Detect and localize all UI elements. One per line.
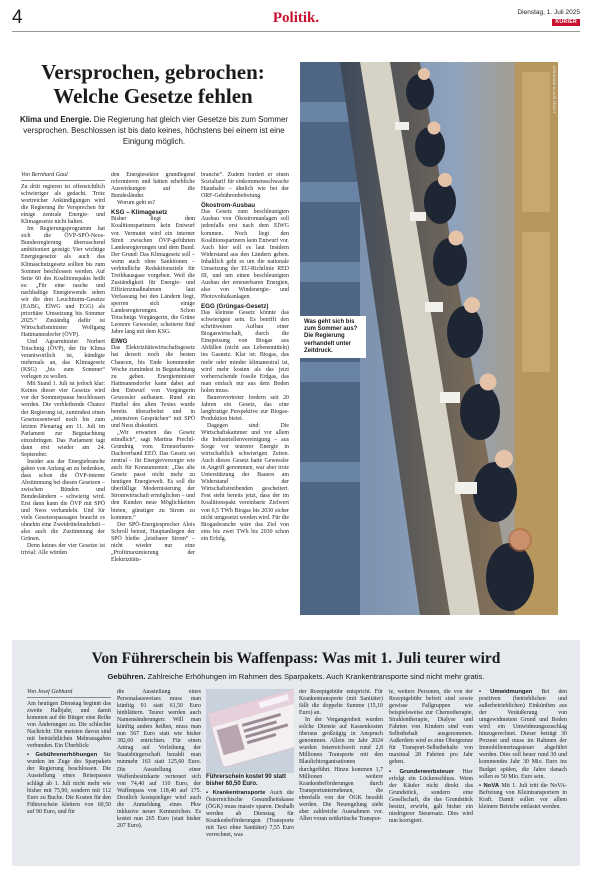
paragraph: den Energiesektor grundlegend reformieren und hätten erhebliche Auswirkungen auf die Bundesländer. (111, 172, 195, 200)
paragraph: der Rezeptgebühr entspricht. Für Krankentransporte (mit Sanitäter) fällt die doppelte Summe (15,10 Euro) an. (299, 689, 383, 717)
header-rule (12, 31, 580, 32)
paragraph: Bisher liegt dem Koalitionspartnern kein Entwurf vor. Vermutet wird ein interner Streit zwischen ÖVP-geführten Landesregierungen und dem Bund. Der Grund: Das Klimagesetz soll – wenn auch ohne Sanktionen – verbindliche Reduktionsziele für Treibhausgase vorgeben. Weil die Zuständigkeit für Energie- und Effizienzmaßnahmen laut Verfassung bei den Ländern liegt, sperren sich einige Landesregierungen. Schon Totschnigs Vorgängerin, die Grüne Leonore Gewessler, scheiterte fünf Jahre lang mit dem KSG. (111, 216, 195, 336)
photo-credit: APA/HANS KLAUS TECHT (552, 66, 556, 114)
paragraph (389, 769, 473, 825)
paragraph: branche“. Zudem fordert er einen Sozialtarif für einkommensschwache Haushalte – ähnlich wie bei der ORF-Gebührenbefreiung. (201, 172, 289, 200)
bullet-label: • Gebührenerhöhungen (27, 752, 98, 759)
licence-photo-caption (206, 774, 294, 788)
page-number: 4 (12, 7, 23, 28)
paragraph: Mit Stand 1. Juli ist jedoch klar: Keines dieser vier Gesetze wird vor der Sommerpause beschlossen werden. Die verbleibende Chance der Regierung ist, zumindest einen Gesetzesentwurf noch bis zum letzten Plenartag am 11. Juli im Parlament zur Begutachtung einzubringen. Das Parlament tagt dann erst wieder am 24. September. (21, 381, 105, 458)
paragraph: Worum geht es? (117, 200, 156, 207)
paragraph (479, 689, 567, 781)
paragraph: In der Vergangenheit wurden solche Dienste auf Kassenkosten überaus großzügig in Anspruch genommen. Allein im Jahr 2024 wurden österreichweit rund 2,8 Millionen Transporte mit den Blaulichtorganisationen durchgeführt. Hinzu kommen 1,7 Millionen weitere Krankenbeförderungen durch Transportunternehmen, die ebenfalls von der ÖGK bezahlt werden. Die Neuregelung sieht aber zahlreiche Ausnahmen vor. Allen voran zeitkritische Transpor- (299, 717, 383, 822)
lead-kicker: Klima und Energie. (20, 115, 92, 124)
headline-line-2: Welche Gesetze fehlen (53, 84, 253, 108)
paragraph (479, 783, 567, 811)
paragraph: Das Elektrizitätswirtschaftsgesetz hat derzeit noch die besten Chancen, bis Ende kommender Woche zumindest in Begutachtung zu gehen. Energieminister Hattmannsdorfer kann dabei auf den Entwurf von Vorgängerin Gewessler aufbauen. Rund ein Fünftel des alten Textes wurde bereits überarbeitet und in „intensiven Gesprächen“ mit SPÖ und Neos diskutiert. (111, 345, 195, 429)
article2-column-6 (479, 689, 567, 865)
article2-byline: Von Josef Gebhard (27, 689, 111, 698)
article-headline (12, 60, 294, 108)
paragraph: Das Gesetz zum beschleunigten Ausbau von Ökostromanlagen soll jedenfalls erst nach dem ElWG kommen. Noch liegt den Koalitionspartnern kein Entwurf vor. Auch hier soll es laut Insidern Widerstand aus den Ländern geben. Inhaltlich geht es um die nationale Umsetzung der EU-Richtlinie RED III, und um einen beschleunigten Ausbau der erneuerbaren Energien, also von Windenergie- und Photovoltaikanlagen. (201, 209, 289, 300)
paragraph: Der SPÖ-Energiesprecher Alois Schroll betont, Hauptanliegen der SPÖ bleibe „leistbarer Strom“ – nicht wieder nur eine „Profitmaximierung der Elektrizitäts- (111, 521, 195, 563)
article2-headline: Von Führerschein bis Waffenpass: Was mit 1. Juli teurer wird (91, 650, 501, 667)
bullet-label: • Umwidmungen (479, 689, 533, 695)
bullet-label: • Krankentransporte (206, 790, 266, 796)
bullet-label: • Grunderwerbsteuer (389, 768, 455, 775)
article1-column-1 (21, 172, 105, 624)
paragraph: Das kleinste Gesetz könnte das schwierigste sein. Es betrifft den schrittweisen Aufbau einer Biogaswirtschaft, durch die Einspeisung von Biogas aus Abfällen (nicht aus Lebensmitteln) ins Gasnetz. Klar ist: Biogas, das mehr oder minder klimaneutral ist, wird mehr kosten als das jetzt vorherrschende fossile Erdgas, das man einfach nur aus dem Boden holen muss. (201, 310, 289, 394)
paragraph: „Wir erwarten das Gesetz stündlich“, sagt Martina Prechtl-Grundnig vom Erneuerbaren-Dachverband EEÖ. Das Gesetz sei zentral – für Energieversorger wie auch für Konsumenten: „Das alte Gesetz passt nicht mehr zu heutigen Energiewelt. Es soll die überfällige Modernisierung der Stromwirtschaft ermöglichen – und den Kunden neue Möglichkeiten bieten, günstiger zu Strom zu kommen.“ (111, 430, 195, 521)
article2-column-1 (27, 689, 111, 865)
photo-caption (300, 316, 366, 358)
bullet-text: Sie wurden im Zuge des Sparpakets der Regierung beschlossen. Die Ausstellung eines Reisepasses schlägt ab 1. Juli nicht mehr wie bisher mit 75,90, sondern mit 112 Euro zu Buche. Die Kosten für den Führerschein klettern von 60,50 auf 90 Euro, und für (27, 752, 111, 815)
article2-lead-kicker: Gebühren. (107, 672, 146, 681)
licence-caption-text: Führerschein kostet 90 statt bisher 60,50 Euro. (206, 774, 287, 788)
paragraph: Am heutigen Dienstag beginnt das zweite Halbjahr, und damit kommen auf die Bürger eine Reihe von Änderungen zu. Die schlechte Nachricht: Die meisten davon sind mit beträchtlichen Mehrausgaben verbunden. Ein Überblick: (27, 701, 111, 750)
article2-lead-text: Zahlreiche Erhöhungen im Rahmen des Sparpakets. Auch Krankentransporte sind nicht mehr gratis. (147, 672, 485, 681)
issue-date: Dienstag, 1. Juli 2025 (517, 9, 580, 16)
bullet-text: Hier erfolgt ein Lückenschluss. Wenn der Käufer nicht direkt das Grundstück, sondern eine Gesellschaft, die das Grundstück besitzt, erwirbt, galt bisher ein niedrigerer Steuersatz. Dies wird nun korrigiert. (389, 768, 473, 824)
paragraph: Und Agrarminister Norbert Totschnig (ÖVP), der für Klima verantwortlich ist, kündigte mehrmals an, das Klimagesetz (KSG) „bis zum Sommer“ vorlegen zu wollen. (21, 339, 105, 381)
bullet-text: Auch die Österreichische Gesundheitskasse (ÖGK) muss massiv sparen. Deshalb werden ab Dienstag für Krankenbeförderungen (Transporte mit Taxi ohne Sanitäter) 7,55 Euro verrechnet, was (206, 790, 294, 839)
paragraph: Bauernvertreter fordern seit 20 Jahren ein Gesetz, das eine langfristige Perspektive zur Biogas-Produktion bietet. (201, 394, 289, 422)
paragraph (27, 752, 111, 815)
brand-logo: KURIER (552, 19, 580, 26)
article-lead (20, 114, 288, 147)
article2-lead (12, 672, 580, 682)
bullet-text: Mit 1. Juli tritt die NoVA-Befreiung von Kleintransportern in Kraft. Damit sollen vor allem kleinere Betriebe entlastet werden. (479, 782, 567, 810)
photo-caption-text: Was geht sich bis zum Sommer aus? Die Regierung verhandelt unter Zeitdruck. (304, 319, 358, 354)
paragraph: Im Regierungsprogramm hat sich die ÖVP-SPÖ-Neos-Bundesregierung überraschend ambitioniert gezeigt: Vier wichtige Energiegesetze als auch das Klimaschutzgesetz sollten bis zum Sommer beschlossen werden. Auf Seite 60 des Koalitionspakts heißt es: „Für eine rasche und nachhaltige Energiewende sehen wir die drei Leuchtturm-Gesetze (EABG, ElWG und EGG) als prioritäre Umsetzung bis Sommer 2025.“ Zuständig dafür ist Wirtschaftsminister Wolfgang Hattmannsdorfer (ÖVP). (21, 226, 105, 338)
paragraph: Denn keines der vier Gesetze ist trivial: Alle würden (21, 543, 105, 557)
article2-column-3 (206, 790, 294, 865)
paragraph: Zu dritt regieren ist offensichtlich schwieriger als gedacht. Trotz wortreicher Ankündigungen wird die Regierung ihr Versprechen für einige zentrale Energie- und Klimagesetze nicht halten. (21, 184, 105, 226)
lead-text: Die Regierung hat gleich vier Gesetze bis zum Sommer versprochen. Beschlossen ist bis dato keines, höchstens bei einem ist eine Einigung möglich. (23, 115, 288, 146)
paragraph: Dagegen sind: Die Wirtschaftskammer und vor allem die Industriellenvereinigung – aus Sorge vor teurerer Energie in wirtschaftlich schwierigen Zeiten. Auch dieses Gesetz hatte Gewessler in Angriff genommen, war aber trotz Unterstützung der Bauern am Widerstand der Wirtschaftstreibenden gescheitert. Fest steht bereits jetzt, dass der im Koalitionspakt vereinbarte Zielwert von 6,5 TWh Biogas bis 2030 sicher nicht umgesetzt werden wird. Für die Biogasbranche wäre das Ziel von eins bis zwei TWh bis 2030 schon ein Erfolg. (201, 422, 289, 542)
section-title: Politik. (272, 10, 320, 26)
paragraph: te, weiters Personen, die von der Rezeptgebühr befreit sind sowie gewisse Fallgruppen wie beispielsweise zur Chemotherapie, Strahlentherapie, Dialyse und Fahrten von Kindern sind vom Selbstbehalt ausgenommen. Außerdem wird es eine Obergrenze für Transport-Selbstbehalte von maximal 28 Fahrten pro Jahr geben. (389, 689, 473, 766)
article1-column-3 (201, 172, 289, 624)
article2-column-5 (389, 689, 473, 865)
article2-column-4 (299, 689, 383, 865)
driving-licence-card-illustration (206, 689, 294, 773)
bullet-text: Bei den positiven (betrieblichen und außerbetrieblichen) Einkünften aus der Veräußerung von umgewidmetem Grund und Boden wird ein Umwidmungszuschlag hinzugerechnet. Dieser beträgt 30 Prozent und muss im Rahmen der Immobilienertragsteuer abgeführt werden. Dies soll heuer rund 30 und kommendes Jahr 30 Mio. Euro ins Budget spülen, die Jahre danach sollen es 50 Mio. Euro sein. (479, 689, 567, 780)
article2-column-2 (117, 689, 201, 865)
byline: Von Bernhard Gaul (21, 172, 105, 181)
subheading-egg: EGG (Grüngas-Gesetz) (201, 303, 269, 310)
subheading-oekostrom: Ökostrom-Ausbau (201, 202, 255, 210)
subheading-elwg: ElWG (111, 338, 128, 346)
bullet-label: • NoVA (479, 782, 500, 789)
headline-line-1: Versprochen, gebrochen: (41, 60, 265, 84)
article1-column-2 (111, 172, 195, 624)
paragraph (206, 790, 294, 839)
licence-photo (206, 689, 294, 773)
paragraph: Insider aus der Energiebranche gaben von Anfang an zu bedenken, dass schon die ÖVP-interne Abstimmung bei diesen Gesetzen – zwischen Bünden und Bundesländern – schwierig wird. Erst dann kann die ÖVP mit SPÖ und Neos verhandeln. Und für viele Gesetzespassagen braucht es ohnehin eine Zweidrittelmehrheit – also auch die Zustimmung der Grünen. (21, 458, 105, 543)
subheading-ksg: KSG – Klimagesetz (111, 209, 168, 217)
paragraph: die Ausstellung eines Personalausweises muss man künftig 91 statt 61,50 Euro hinblättern. Teurer werden auch Namensänderungen: Will man künftig anders heißen, muss man nun 567 Euro statt wie bisher 382,60 entrichten. Für einen Antrag auf Verleihung der Staatsbürgerschaft bezahlt man nunmehr 163 statt 125,60 Euro. Die Ausstellung einer Waffenbesitzkarte verteuert sich von 74,40 auf 110 Euro, der Waffenpass von 118,40 auf 175. Deutlich kostspieliger wird auch die Anmeldung eines Pkw inklusive neuer Kennzeichen. Es kostet nun 265 Euro (statt bisher 207 Euro). (117, 689, 201, 829)
